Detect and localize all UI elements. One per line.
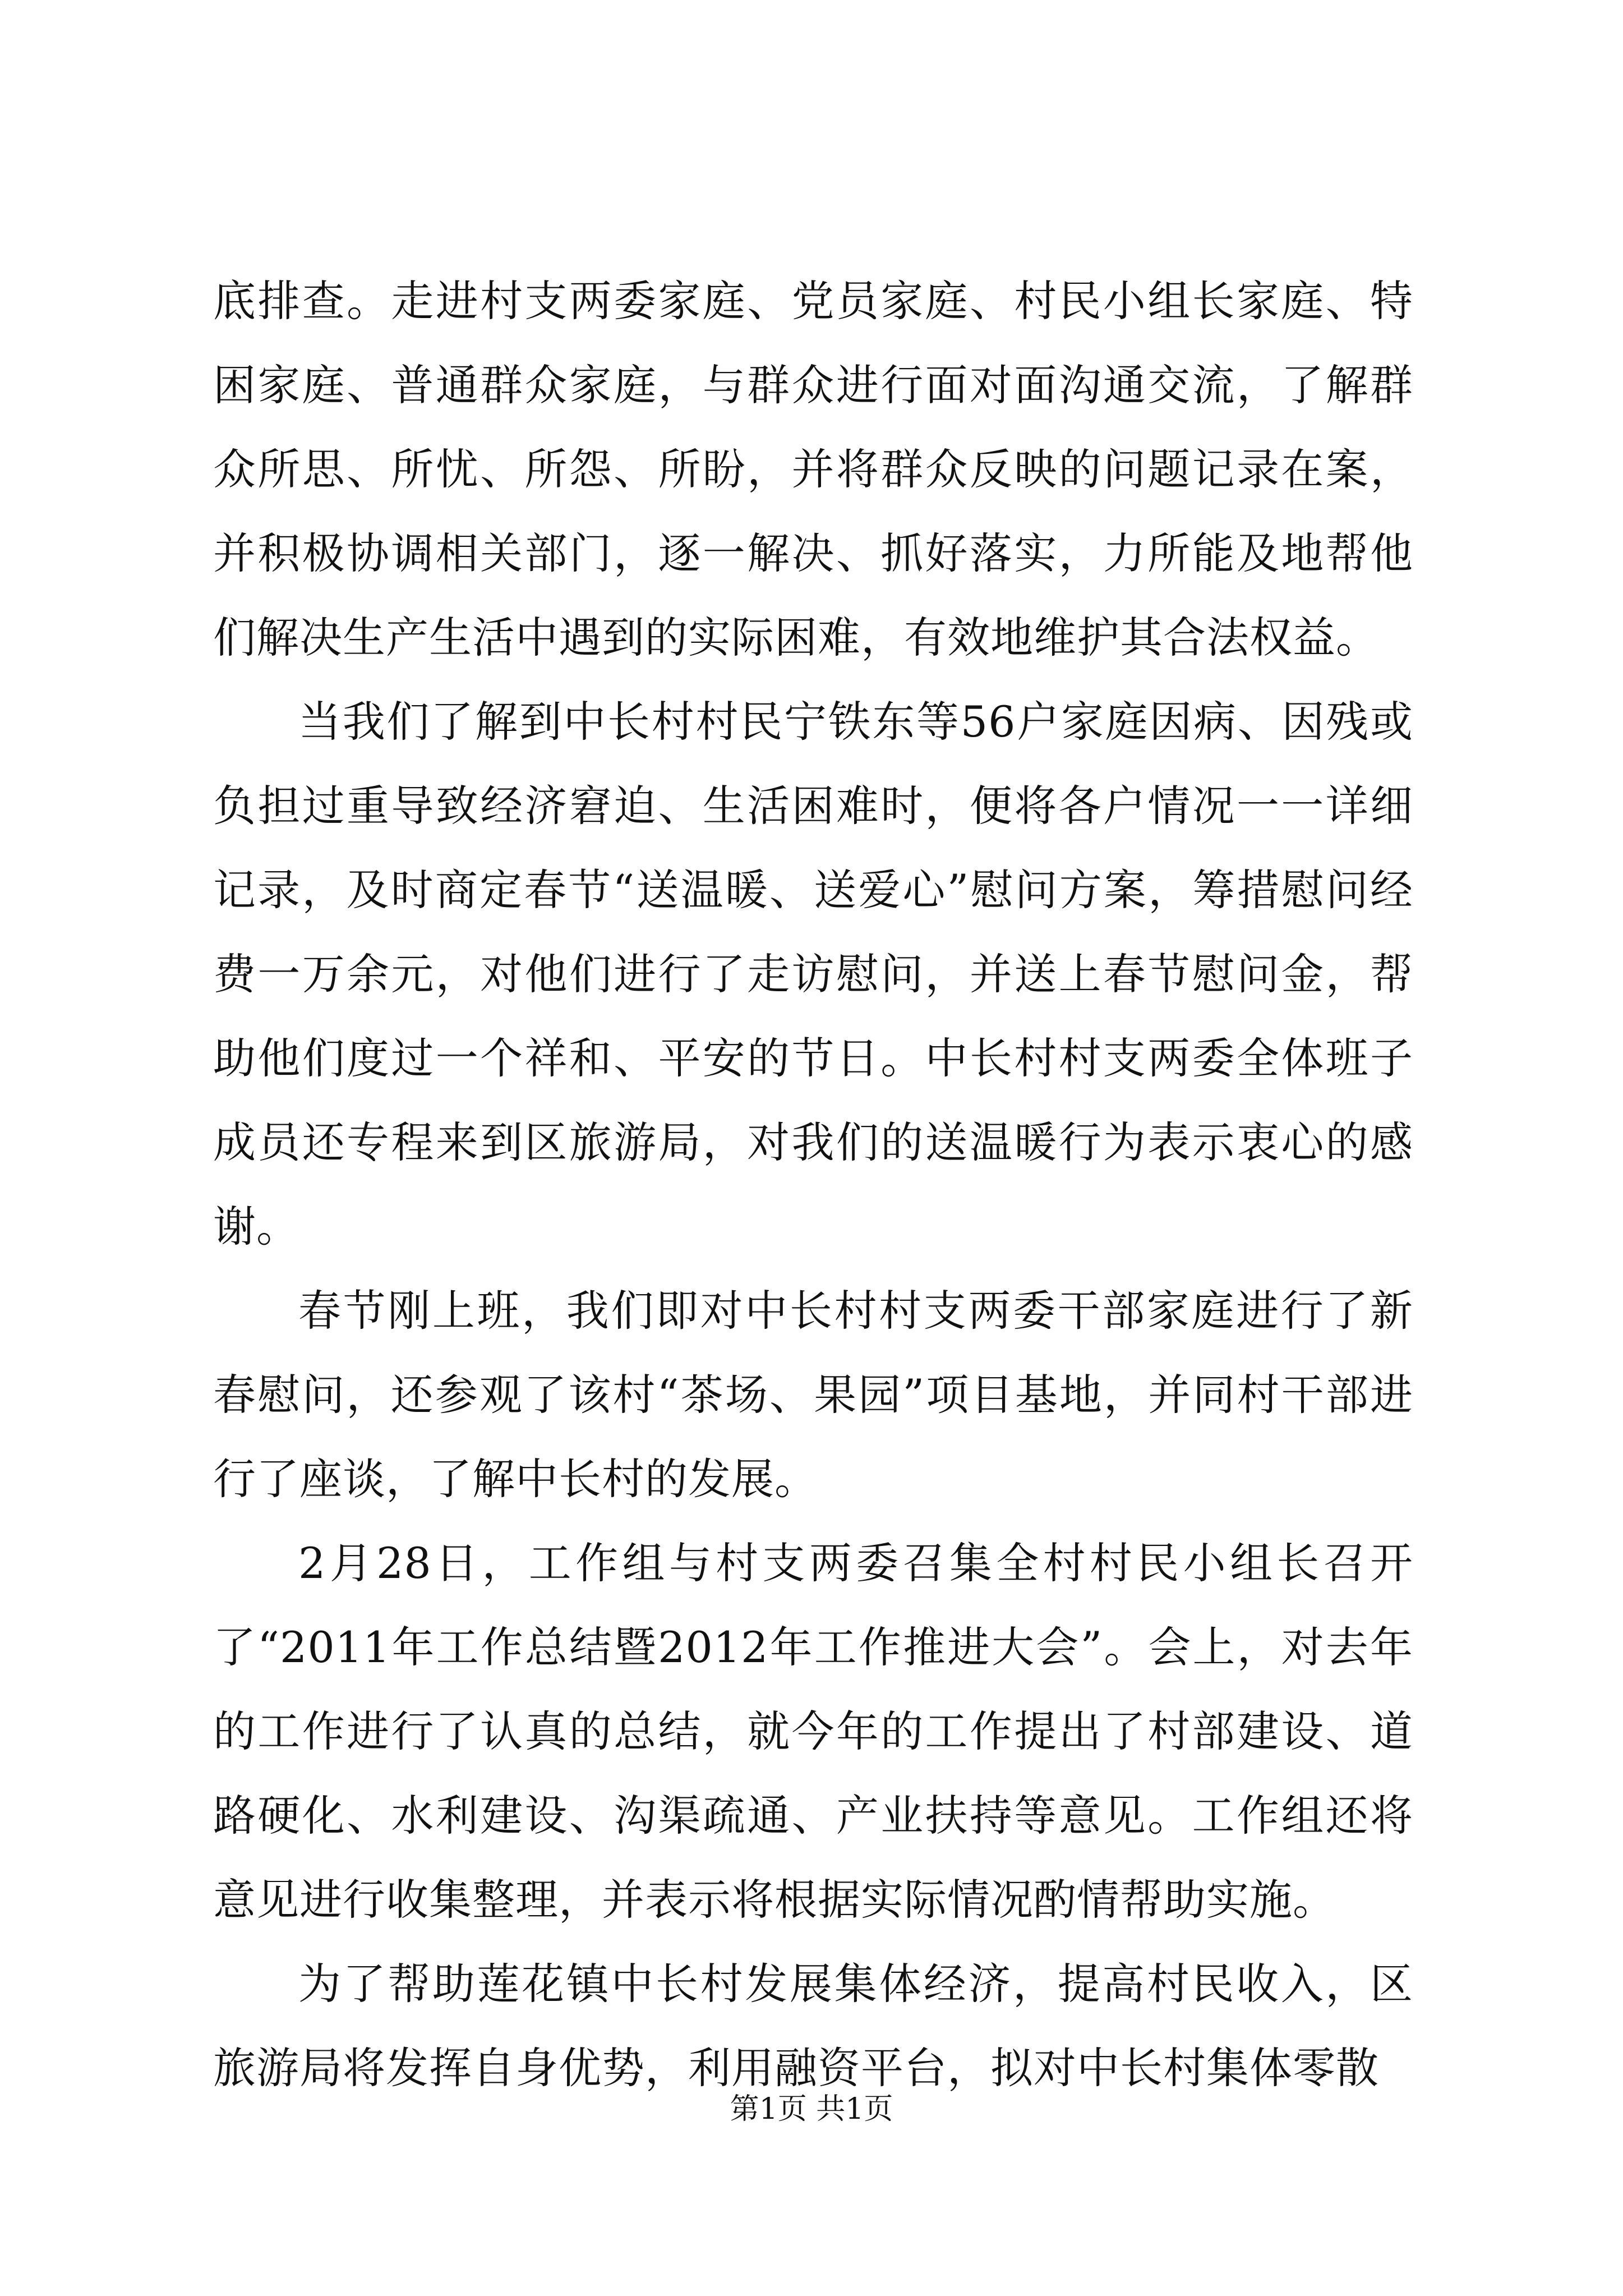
paragraph-2: 当我们了解到中长村村民宁铁东等56户家庭因病、因残或负担过重导致经济窘迫、生活困难时，便将各户情况一一详细记录，及时商定春节“送温暖、送爱心”慰问方案，筹措慰问经费一万余元，对他们进行了走访慰问，并送上春节慰问金，帮助他们度过一个祥和、平安的节日。中长村村支两委全体班子成员还专程来到区旅游局，对我们的送温暖行为表示衷心的感谢。 xyxy=(213,697,1413,1251)
paragraph-4: 2月28日，工作组与村支两委召集全村村民小组长召开了“2011年工作总结暨2012年工作推进大会”。会上，对去年的工作进行了认真的总结，就今年的工作提出了村部建设、道路硬化、水利建设、沟渠疏通、产业扶持等意见。工作组还将意见进行收集整理，并表示将根据实际情况酌情帮助实施。 xyxy=(213,1538,1413,1925)
paragraph-1: 底排查。走进村支两委家庭、党员家庭、村民小组长家庭、特困家庭、普通群众家庭，与群众进行面对面沟通交流，了解群众所思、所忧、所怨、所盼，并将群众反映的问题记录在案，并积极协调相关部门，逐一解决、抓好落实，力所能及地帮他们解决生产生活中遇到的实际困难，有效地维护其合法权益。 xyxy=(213,276,1413,662)
paragraph-3: 春节刚上班，我们即对中长村村支两委干部家庭进行了新春慰问，还参观了该村“茶场、果园”项目基地，并同村干部进行了座谈，了解中长村的发展。 xyxy=(213,1286,1413,1504)
page-footer xyxy=(0,2087,1623,2132)
paragraph-5: 为了帮助莲花镇中长村发展集体经济，提高村民收入，区旅游局将发挥自身优势，利用融资平台，拟对中长村集体零散 xyxy=(213,1959,1413,2093)
page-number-label: 第1页 共1页 xyxy=(730,2092,893,2126)
document-body xyxy=(213,259,1413,2110)
